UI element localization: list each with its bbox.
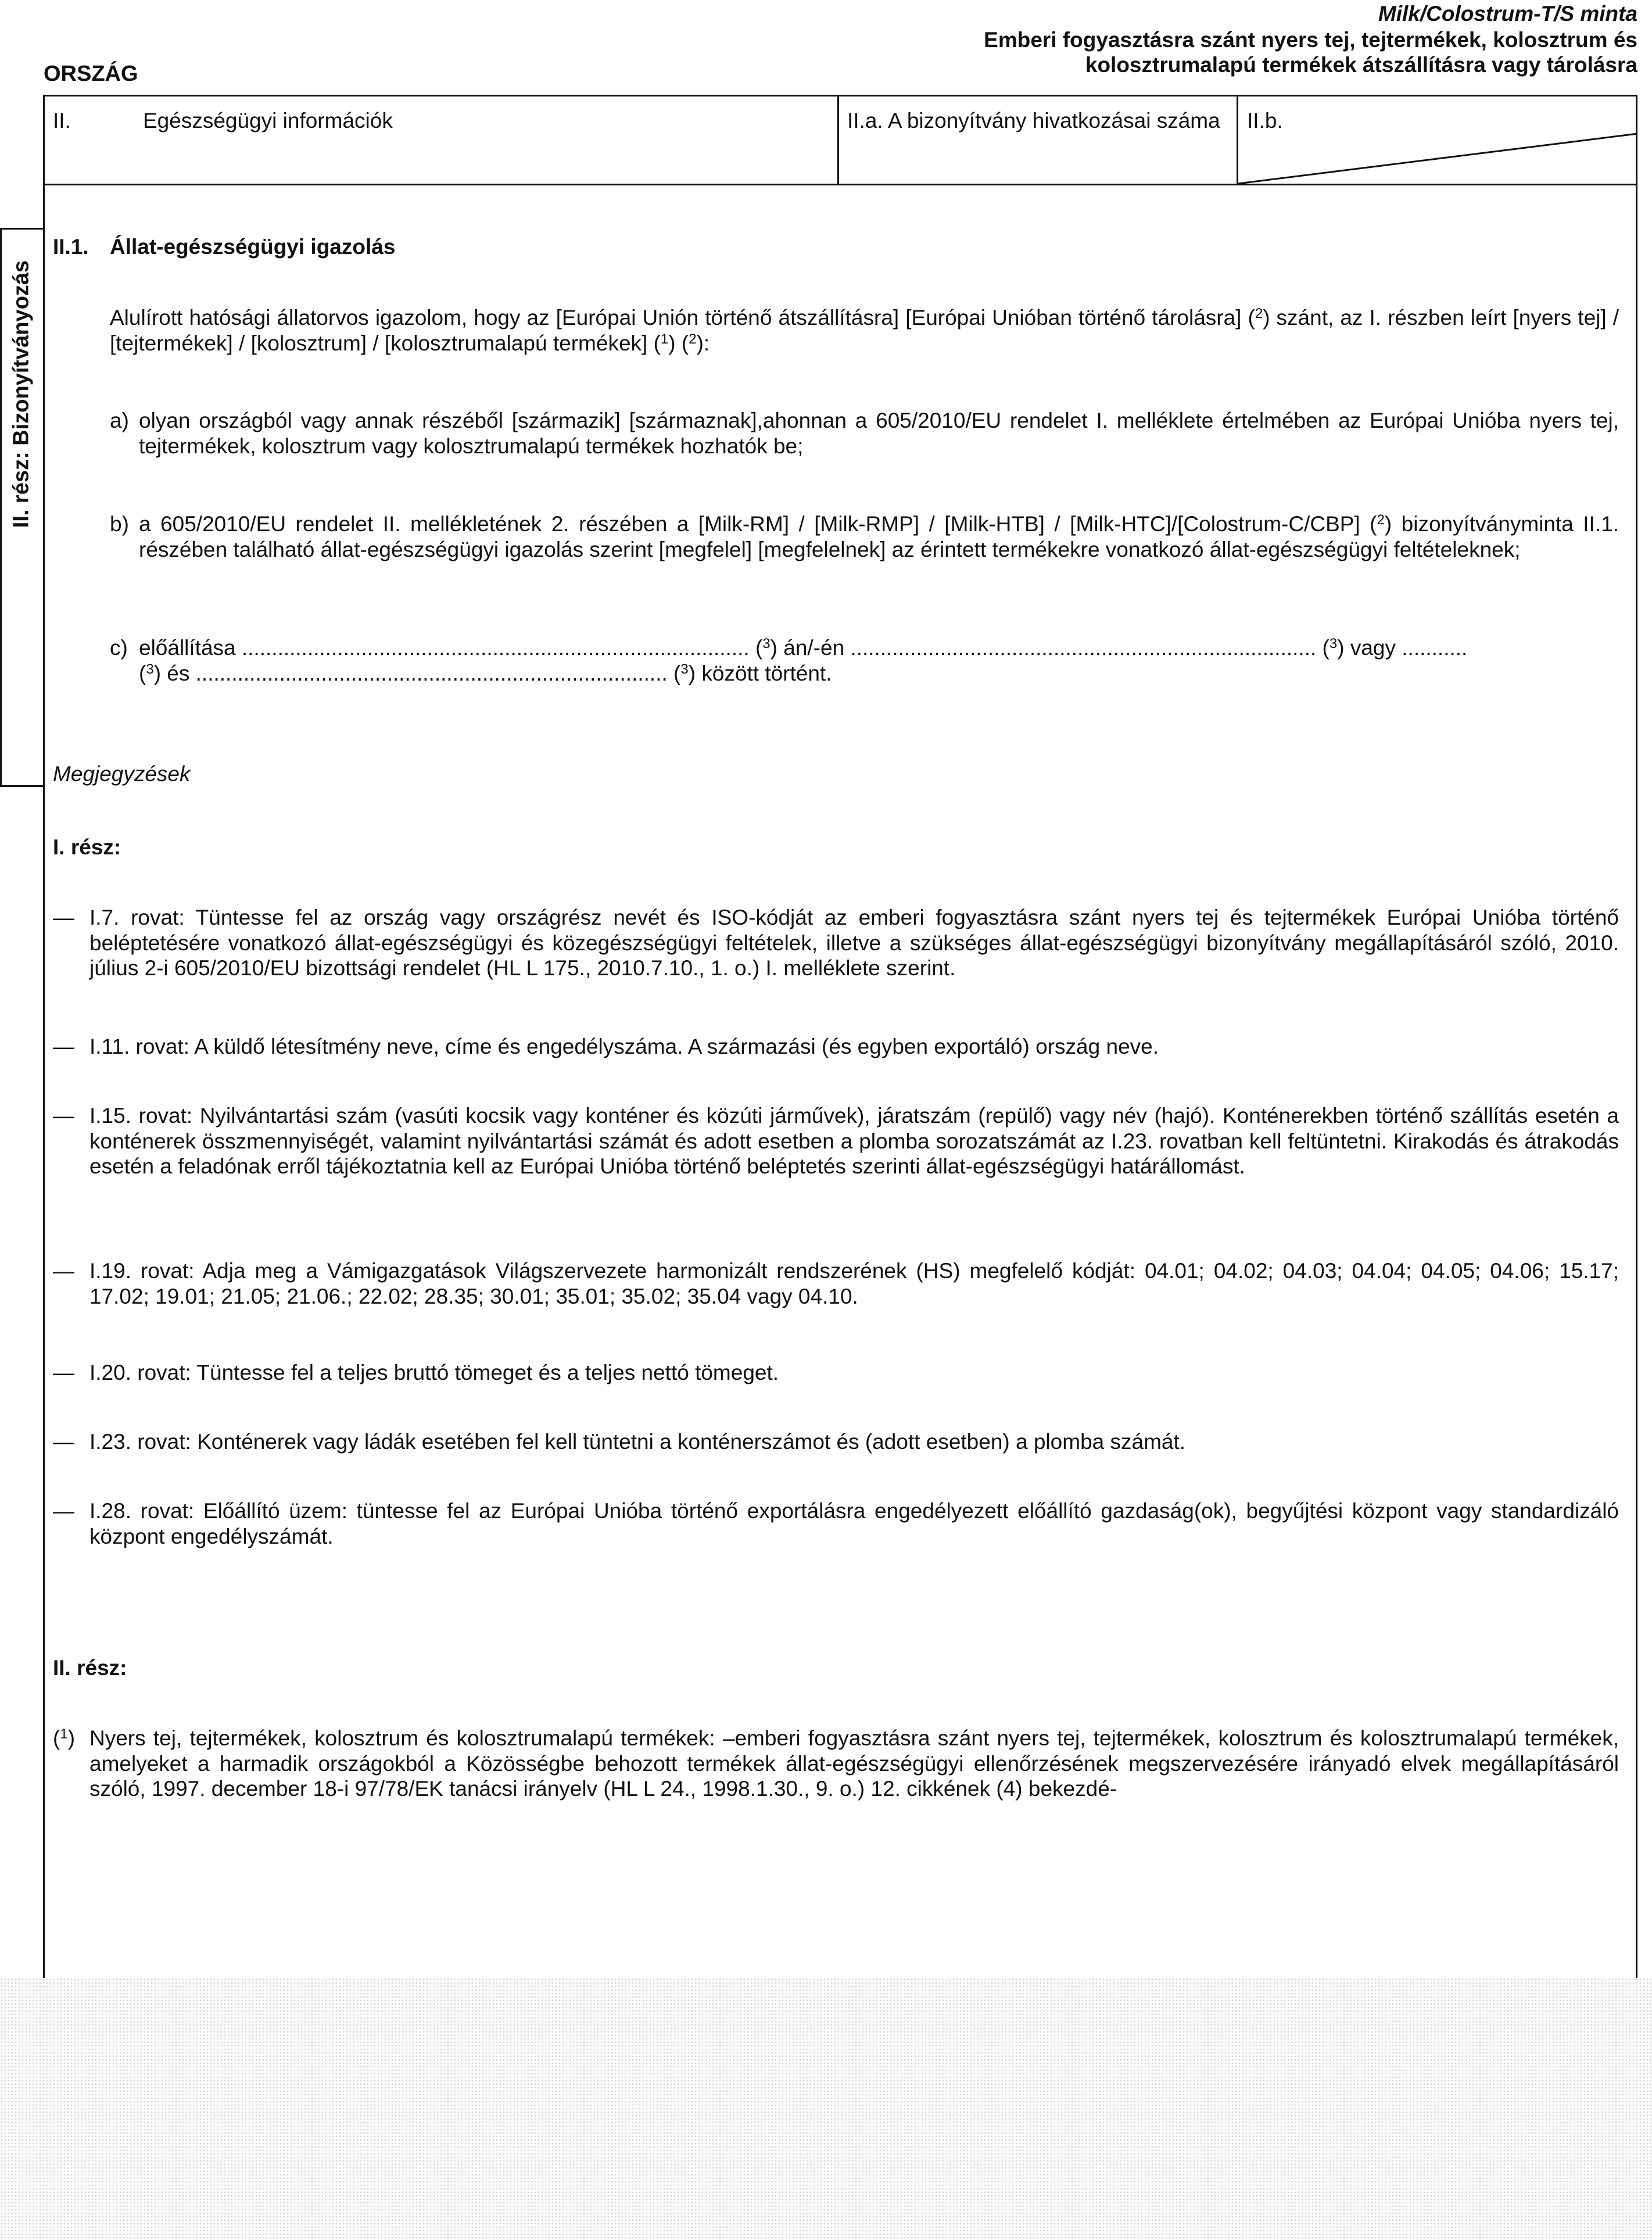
- part2-heading: II. rész:: [53, 1656, 127, 1680]
- note-dash: —: [53, 1104, 74, 1128]
- note-text: I.11. rovat: A küldő létesítmény neve, címe és engedélyszáma. A származási (és egyben exportáló) ország neve.: [89, 1035, 1159, 1058]
- note-text: I.15. rovat: Nyilvántartási szám (vasúti kocsik vagy konténer és közúti járművek), járatszám (repülő) vagy név (hajó). Konténerekben történő szállítás esetén a konténerek összmennyiségét, valamint nyilvántartási számát és adott esetben a plomba sorozatszámát az I.23. rovatban kell feltüntetni. Kirakodás és átrakodás esetén a feladónak erről tájékoztatnia kell az Európai Unióba történő beléptetés szerinti állat-egészségügyi határállomást.: [89, 1104, 1619, 1179]
- footnote-1-text: Nyers tej, tejtermékek, kolosztrum és kolosztrumalapú termékek: –emberi fogyasztásra szánt nyers tej, tejtermékek, kolosztrum és kolosztrumalapú termékek, amelyeket a harmadik országokból a Közösségbe behozott termékek állat-egészségügyi ellenőrzésének megszervezésére irányadó elvek megállapításáról szóló, 1997. december 18-i 97/78/EK tanácsi irányelv (HL L 24., 1998.1.30., 9. o.) 12. cikkének (4) bekezdé-: [89, 1726, 1619, 1801]
- note-text: I.23. rovat: Konténerek vagy ládák esetében fel kell tüntetni a konténerszámot és (adott esetben) a plomba számát.: [89, 1430, 1186, 1454]
- note-text: I.7. rovat: Tüntesse fel az ország vagy országrész nevét és ISO-kódját az emberi fogyasztásra szánt nyers tej és tejtermékek Európai Unióba történő beléptetésére vonatkozó állat-egészségügyi és közegészségügyi feltételek, illetve a szükséges állat-egészségügyi bizonyítvány megállapításáról szóló, 2010. július 2-i 605/2010/EU bizottsági rendelet (HL L 175., 2010.7.10., 1. o.) I. melléklete szerint.: [89, 906, 1619, 981]
- footnote-1-mark: ($^1$): [53, 1726, 76, 1750]
- item-b-label: b): [110, 512, 129, 536]
- item-b: [110, 511, 1619, 562]
- note-item: [53, 1429, 1619, 1455]
- sidebar-label: II. rész: Bizonyítványozás: [9, 260, 34, 528]
- document-title: Emberi fogyasztásra szánt nyers tej, tejtermékek, kolosztrum és kolosztrumalapú termékek átszállításra vagy tárolásra: [984, 28, 1637, 77]
- note-item: [53, 1360, 1619, 1386]
- note-text: I.28. rovat: Előállító üzem: tüntesse fel az Európai Unióba történő exportálásra engedélyezett előállító gazdaság(ok), begyűjtési központ vagy standardizáló központ engedélyszámát.: [89, 1499, 1619, 1548]
- note-dash: —: [53, 906, 74, 929]
- model-label: Milk/Colostrum-T/S minta: [1378, 2, 1637, 26]
- section-heading-number: II.1.: [53, 235, 89, 259]
- note-item: [53, 1258, 1619, 1309]
- note-item: [53, 1034, 1619, 1060]
- note-text: I.20. rovat: Tüntesse fel a teljes bruttó tömeget és a teljes nettó tömeget.: [89, 1361, 779, 1384]
- note-dash: —: [53, 1361, 74, 1384]
- section-number: II.: [53, 109, 71, 133]
- note-dash: —: [53, 1430, 74, 1454]
- part1-heading: I. rész:: [53, 835, 121, 859]
- item-b-text: a 605/2010/EU rendelet II. mellékletének 2. részében a [Milk-RM] / [Milk-RMP] / [Milk-HTB] / [Milk-HTC]/[Colostrum-C/CBP] ($^2$) bizonyítványminta II.1. részében található állat-egészségügyi igazolás szerint [megfelel] [megfelelnek] az érintett termékekre vonatkozó állat-egészségügyi feltételeknek;: [139, 512, 1619, 561]
- intro-paragraph: Alulírott hatósági állatorvos igazolom, hogy az [Európai Unión történő átszállításra] [Európai Unióban történő tárolásra] ($^2$) szánt, az I. részben leírt [nyers tej] / [tejtermékek] / [kolosztrum] / [kolosztrumalapú termékek] ($^1$) ($^2$):: [110, 306, 1619, 355]
- country-label: ORSZÁG: [44, 62, 138, 86]
- item-c-line1: előállítása ..................................................................................... ($^3$) án/-én .............................................................................. ($^3$) vagy ...........: [139, 636, 1468, 660]
- section-heading-title: Állat-egészségügyi igazolás: [110, 235, 396, 259]
- section-label: Egészségügyi információk: [143, 109, 393, 133]
- note-dash: —: [53, 1499, 74, 1523]
- note-item: [53, 905, 1619, 981]
- item-c-label: c): [110, 636, 128, 660]
- note-text: I.19. rovat: Adja meg a Vámigazgatások Világszervezete harmonizált rendszerének (HS) megfelelő kódját: 04.01; 04.02; 04.03; 04.04; 04.05; 04.06; 15.17; 17.02; 19.01; 21.05; 21.06.; 22.02; 28.35; 30.01; 35.01; 35.02; 35.04 vagy 04.10.: [89, 1259, 1619, 1308]
- diagonal-strike: [1238, 96, 1637, 185]
- reference-number-label: II.a. A bizonyítvány hivatkozásai száma: [847, 109, 1220, 133]
- item-a-label: a): [110, 409, 129, 432]
- note-item: [53, 1498, 1619, 1549]
- blank-pattern-area: [0, 1978, 1652, 2240]
- item-a-text: olyan országból vagy annak részéből [származik] [származnak],ahonnan a 605/2010/EU rendelet I. melléklete értelmében az Európai Unióba nyers tej, tejtermékek, kolosztrum vagy kolosztrumalapú termékek hozhatók be;: [139, 409, 1619, 458]
- notes-heading: Megjegyzések: [53, 762, 191, 786]
- note-dash: —: [53, 1259, 74, 1283]
- note-dash: —: [53, 1035, 74, 1058]
- item-c: [110, 635, 1619, 686]
- item-c-line2: ($^3$) és ............................................................................... ($^3$) között történt.: [139, 661, 832, 685]
- item-a: [110, 408, 1619, 459]
- note-item: [53, 1103, 1619, 1179]
- column-divider-1: [837, 95, 839, 185]
- footnote-1: [53, 1726, 1619, 1807]
- iib-label: II.b.: [1247, 109, 1283, 133]
